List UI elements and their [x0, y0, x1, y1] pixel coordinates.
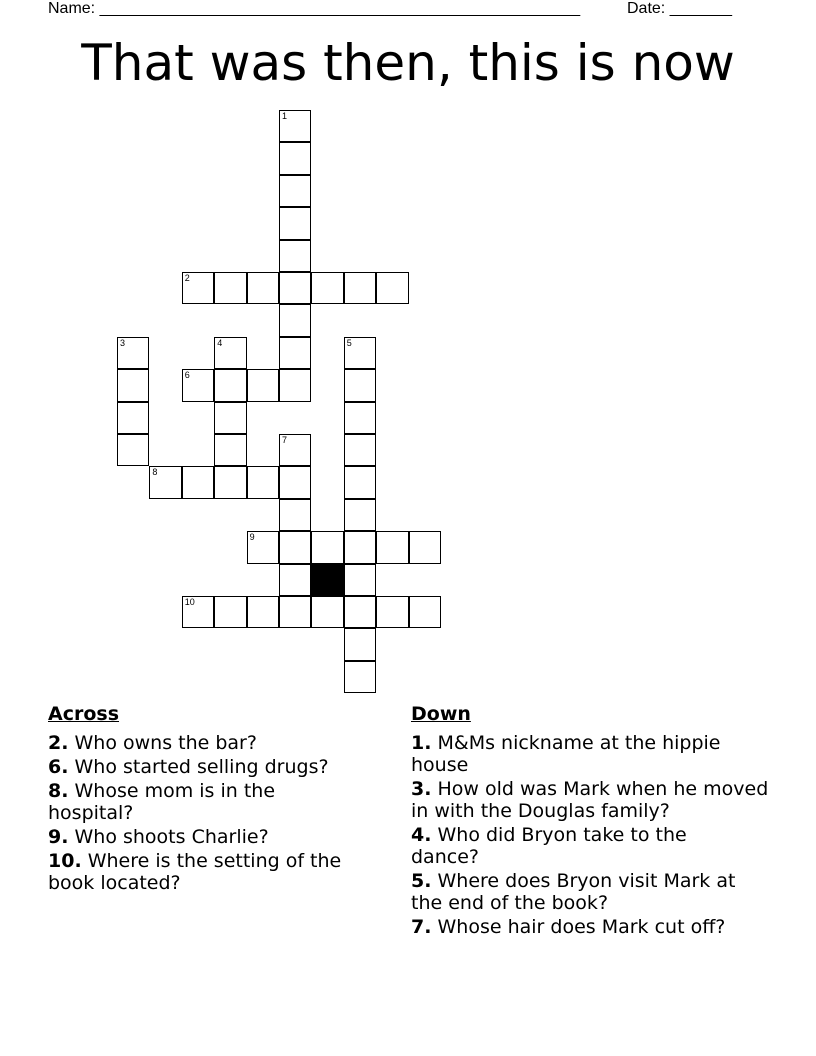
grid-cell[interactable]: [279, 175, 311, 207]
grid-cell[interactable]: [279, 531, 311, 563]
grid-cell[interactable]: [409, 596, 441, 628]
grid-cell[interactable]: [344, 661, 376, 693]
clue-number: 1.: [411, 732, 432, 754]
across-clues: [48, 702, 388, 896]
cell-number: 8: [152, 467, 158, 478]
clue-number: 10.: [48, 850, 82, 872]
grid-cell[interactable]: [279, 337, 311, 369]
cell-number: 10: [184, 597, 195, 607]
grid-cell[interactable]: [344, 434, 376, 466]
clue-text: Who owns the bar?: [74, 732, 257, 754]
across-clue: [48, 732, 388, 754]
grid-cell[interactable]: [279, 142, 311, 174]
down-clue: [411, 916, 781, 938]
clue-number: 2.: [48, 732, 69, 754]
grid-cell[interactable]: [279, 110, 311, 142]
cell-number: 3: [120, 337, 126, 348]
grid-cell[interactable]: [247, 596, 279, 628]
grid-cell[interactable]: [344, 466, 376, 498]
grid-cell[interactable]: [214, 434, 246, 466]
clue-text: Whose mom is in the hospital?: [48, 780, 276, 824]
clue-text: How old was Mark when he moved in with the Douglas family?: [411, 778, 769, 822]
down-clues: [411, 702, 781, 940]
clue-text: M&Ms nickname at the hippie house: [411, 732, 721, 776]
grid-cell[interactable]: [344, 531, 376, 563]
grid-cell[interactable]: [279, 564, 311, 596]
grid-cell[interactable]: [247, 531, 279, 563]
grid-cell[interactable]: [344, 564, 376, 596]
clue-text: Who started selling drugs?: [74, 756, 329, 778]
grid-cell[interactable]: [279, 272, 311, 304]
grid-cell[interactable]: [344, 402, 376, 434]
clue-number: 8.: [48, 780, 69, 802]
grid-cell[interactable]: [409, 531, 441, 563]
across-clue: [48, 826, 388, 848]
grid-cell[interactable]: [182, 369, 214, 401]
cell-number: 4: [217, 337, 223, 348]
grid-cell[interactable]: [344, 628, 376, 660]
clue-text: Where does Bryon visit Mark at the end of the book?: [411, 870, 736, 914]
grid-cell[interactable]: [344, 369, 376, 401]
grid-cell[interactable]: [376, 272, 408, 304]
cell-number: 7: [282, 435, 288, 445]
grid-cell[interactable]: [344, 337, 376, 369]
grid-cell[interactable]: [117, 337, 149, 369]
grid-cell[interactable]: [279, 499, 311, 531]
grid-cell[interactable]: [149, 466, 181, 498]
grid-cell[interactable]: [279, 596, 311, 628]
across-heading: Across: [48, 703, 120, 725]
cell-number: 9: [249, 532, 255, 543]
across-clue: [48, 756, 388, 778]
clue-number: 3.: [411, 778, 432, 800]
cell-number: 6: [184, 370, 190, 381]
cell-number: 2: [184, 273, 190, 283]
grid-cell[interactable]: [376, 596, 408, 628]
clue-number: 6.: [48, 756, 69, 778]
grid-cell[interactable]: [376, 531, 408, 563]
grid-cell[interactable]: [247, 272, 279, 304]
grid-cell[interactable]: [344, 499, 376, 531]
down-heading: Down: [411, 703, 471, 725]
grid-cell[interactable]: [279, 369, 311, 401]
grid-cell[interactable]: [117, 402, 149, 434]
clue-number: 9.: [48, 826, 69, 848]
grid-cell[interactable]: [182, 466, 214, 498]
date-field-label: Date: _______: [627, 0, 732, 17]
grid-cell[interactable]: [214, 272, 246, 304]
grid-cell[interactable]: [279, 240, 311, 272]
grid-cell[interactable]: [344, 596, 376, 628]
grid-cell[interactable]: [214, 402, 246, 434]
across-clue: [48, 780, 298, 824]
grid-cell[interactable]: [344, 272, 376, 304]
grid-cell[interactable]: [247, 466, 279, 498]
down-clue: [411, 778, 781, 822]
grid-cell[interactable]: [117, 434, 149, 466]
down-clue: [411, 732, 756, 776]
down-clue: [411, 824, 731, 868]
clue-text: Whose hair does Mark cut off?: [437, 916, 726, 938]
grid-block: [311, 564, 343, 596]
grid-cell[interactable]: [214, 596, 246, 628]
grid-cell[interactable]: [214, 466, 246, 498]
across-clue: [48, 850, 378, 894]
grid-cell[interactable]: [214, 369, 246, 401]
cell-number: 5: [346, 337, 352, 348]
grid-cell[interactable]: [279, 466, 311, 498]
name-field-label: Name: ______________________________________________________: [48, 0, 581, 17]
clue-text: Who did Bryon take to the dance?: [411, 824, 687, 868]
clue-number: 4.: [411, 824, 432, 846]
grid-cell[interactable]: [182, 596, 214, 628]
grid-cell[interactable]: [279, 207, 311, 239]
grid-cell[interactable]: [182, 272, 214, 304]
cell-number: 1: [282, 111, 288, 121]
grid-cell[interactable]: [214, 337, 246, 369]
grid-cell[interactable]: [117, 369, 149, 401]
grid-cell[interactable]: [279, 434, 311, 466]
grid-cell[interactable]: [311, 272, 343, 304]
grid-cell[interactable]: [247, 369, 279, 401]
grid-cell[interactable]: [279, 304, 311, 336]
puzzle-title: That was then, this is now: [81, 34, 735, 92]
down-clue: [411, 870, 741, 914]
clue-text: Where is the setting of the book located?: [48, 850, 342, 894]
clue-number: 7.: [411, 916, 432, 938]
clue-number: 5.: [411, 870, 432, 892]
grid-cell[interactable]: [311, 596, 343, 628]
clue-text: Who shoots Charlie?: [74, 826, 269, 848]
grid-cell[interactable]: [311, 531, 343, 563]
